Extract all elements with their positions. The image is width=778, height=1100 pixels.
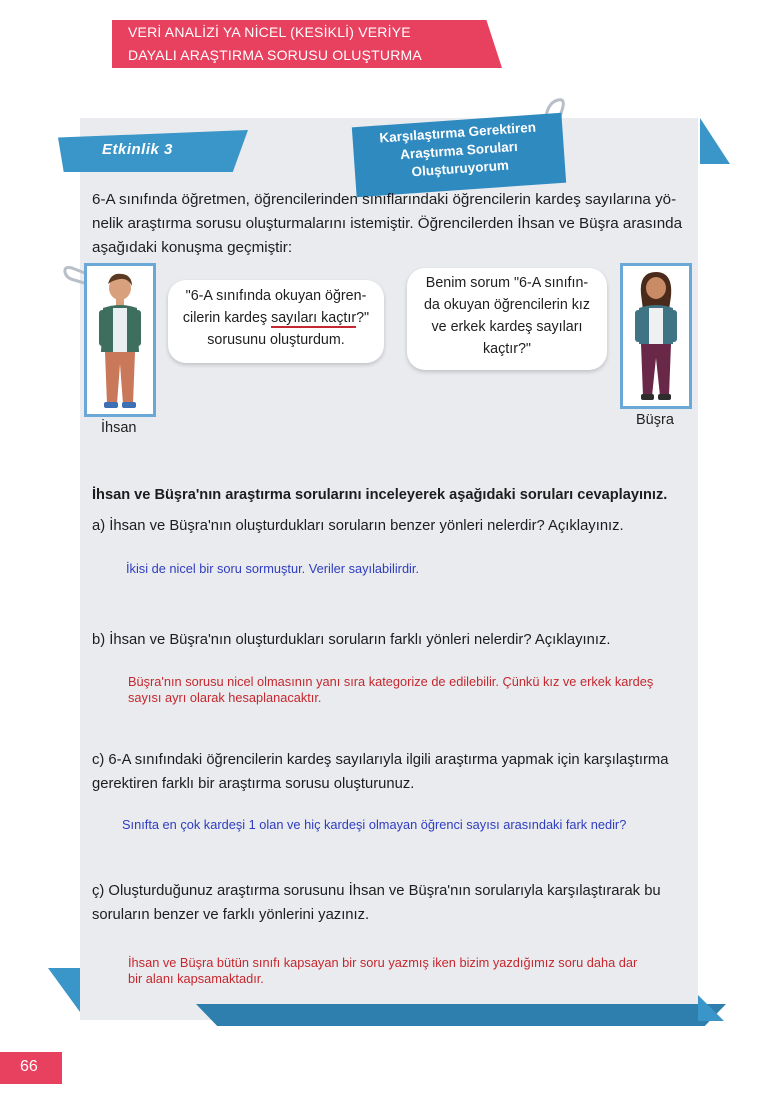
intro-paragraph: 6-A sınıfında öğretmen, öğrencilerinden sınıflarındaki öğrencilerin kardeş sayılarına yö- nelik araştırma sorusu oluşturmalarını istemiştir. Öğrencilerden İhsan ve Büşra arasında aşağıdaki konuşma geçmiştir: <box>92 191 683 256</box>
question-a: a) İhsan ve Büşra'nın oluşturdukları soruların benzer yönleri nelerdir? Açıklayınız. <box>92 518 624 534</box>
card-corner-decoration <box>698 995 724 1021</box>
instruction-text: İhsan ve Büşra'nın araştırma sorularını inceleyerek aşağıdaki soruları cevaplayınız. <box>92 487 668 503</box>
ihsan-speech-bubble: "6-A sınıfında okuyan öğren- cilerin kardeş sayıları kaçtır?" sorusunu oluşturdum. <box>168 280 384 363</box>
question-b: b) İhsan ve Büşra'nın oluşturdukları soruların farklı yönleri nelerdir? Açıklayınız. <box>92 632 611 648</box>
girl-student-icon <box>623 266 689 406</box>
underlined-phrase: sayıları kaçtır <box>271 310 357 326</box>
answer-d: İhsan ve Büşra bütün sınıfı kapsayan bir soru yazmış iken bizim yazdığımız soru daha dar bir alanı kapsamaktadır. <box>128 955 638 986</box>
card-corner-decoration <box>700 118 730 164</box>
card-corner-decoration <box>48 968 80 1012</box>
unit-header-line1: VERİ ANALİZİ YA NİCEL (KESİKLİ) VERİYE <box>128 24 411 40</box>
answer-c: Sınıfta en çok kardeşi 1 olan ve hiç kardeşi olmayan öğrenci sayısı arasındaki fark nedir? <box>122 817 627 832</box>
question-c: c) 6-A sınıfındaki öğrencilerin kardeş sayılarıyla ilgili araştırma yapmak için karşılaştırma gerektiren farklı bir araştırma sorusu oluşturunuz. <box>92 752 669 792</box>
activity-title: Karşılaştırma Gerektiren Araştırma Soruları Oluşturuyorum <box>378 119 537 180</box>
question-d: ç) Oluşturduğunuz araştırma sorusunu İhsan ve Büşra'nın sorularıyla karşılaştırarak bu soruların benzer ve farklı yönlerini yazınız. <box>92 883 661 923</box>
busra-portrait <box>620 263 692 409</box>
ihsan-portrait <box>84 263 156 417</box>
boy-student-icon <box>87 266 153 414</box>
activity-label: Etkinlik 3 <box>102 141 173 158</box>
answer-a: İkisi de nicel bir soru sormuştur. Veriler sayılabilirdir. <box>126 561 420 576</box>
busra-name: Büşra <box>636 412 674 428</box>
card-bottom-strip <box>196 1004 726 1026</box>
ihsan-name: İhsan <box>101 420 137 436</box>
page-number: 66 <box>20 1058 38 1075</box>
unit-header-line2: DAYALI ARAŞTIRMA SORUSU OLUŞTURMA <box>128 47 422 63</box>
answer-b: Büşra'nın sorusu nicel olmasının yanı sıra kategorize de edilebilir. Çünkü kız ve erkek kardeş sayısı ayrı olarak hesaplanacaktır. <box>128 674 654 705</box>
busra-speech-bubble: Benim sorum "6-A sınıfın- da okuyan öğrencilerin kız ve erkek kardeş sayıları kaçtır?" <box>407 268 607 370</box>
